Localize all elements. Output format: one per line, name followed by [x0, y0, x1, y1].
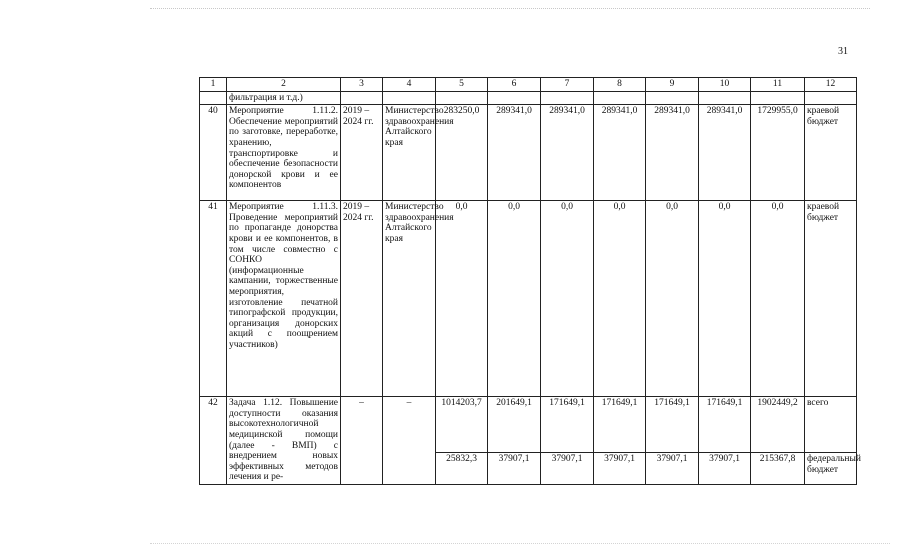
- value-cell: 0,0: [436, 201, 488, 397]
- table-row: [200, 397, 857, 453]
- value-cell: 0,0: [751, 201, 805, 397]
- value-cell: 201649,1: [488, 397, 541, 453]
- value-cell: 171649,1: [594, 397, 646, 453]
- value-cell: 215367,8: [751, 453, 805, 485]
- continuation-row: [200, 91, 857, 105]
- row-number: 41: [200, 201, 227, 397]
- funding-source: всего: [805, 397, 857, 453]
- value-cell: 1014203,7: [436, 397, 488, 453]
- scan-artifact-top: [150, 8, 870, 9]
- funding-source: федеральный бюджет: [805, 453, 857, 485]
- header-row: [200, 78, 857, 92]
- value-cell: 283250,0: [436, 105, 488, 201]
- value-cell: 25832,3: [436, 453, 488, 485]
- activity-name: Мероприятие 1.11.3. Проведение мероприятий по пропаганде донорства крови и ее компонентов, в том числе совместно с СОНКО (информационные кампании, торжественные мероприятия, изготовление печатной типографской продукции, организация донорских акций с поощрением участников): [227, 201, 341, 397]
- activity-name: Мероприятие 1.11.2. Обеспечение мероприятий по заготовке, переработке, хранению, транспортировке и обеспечение безопасности донорской крови и ее компонентов: [227, 105, 341, 201]
- continuation-text: фильтрация и т.д.): [227, 91, 341, 105]
- years-cell: 2019 – 2024 гг.: [341, 201, 383, 397]
- row-number: 40: [200, 105, 227, 201]
- header-cell: 12: [805, 78, 857, 92]
- header-cell: 4: [383, 78, 436, 92]
- value-cell: 289341,0: [488, 105, 541, 201]
- header-cell: 1: [200, 78, 227, 92]
- header-cell: 11: [751, 78, 805, 92]
- funding-source: краевой бюджет: [805, 201, 857, 397]
- value-cell: 171649,1: [541, 397, 594, 453]
- header-cell: 6: [488, 78, 541, 92]
- executor-cell: Министерство здравоохранения Алтайского края: [383, 105, 436, 201]
- budget-table: [199, 77, 861, 485]
- value-cell: 1729955,0: [751, 105, 805, 201]
- value-cell: 171649,1: [699, 397, 751, 453]
- value-cell: 289341,0: [541, 105, 594, 201]
- table-row: [200, 201, 857, 397]
- funding-source: краевой бюджет: [805, 105, 857, 201]
- header-cell: 8: [594, 78, 646, 92]
- value-cell: 0,0: [594, 201, 646, 397]
- page-number: 31: [838, 46, 848, 57]
- header-cell: 10: [699, 78, 751, 92]
- executor-cell: Министерство здравоохранения Алтайского края: [383, 201, 436, 397]
- row-number: 42: [200, 397, 227, 485]
- value-cell: 37907,1: [594, 453, 646, 485]
- executor-cell: –: [383, 397, 436, 485]
- scan-artifact-bottom: [150, 543, 890, 544]
- value-cell: 37907,1: [488, 453, 541, 485]
- value-cell: 0,0: [541, 201, 594, 397]
- header-cell: 3: [341, 78, 383, 92]
- value-cell: 1902449,2: [751, 397, 805, 453]
- years-cell: 2019 – 2024 гг.: [341, 105, 383, 201]
- table-row: [200, 105, 857, 201]
- value-cell: 37907,1: [541, 453, 594, 485]
- years-cell: –: [341, 397, 383, 485]
- header-cell: 7: [541, 78, 594, 92]
- header-cell: 5: [436, 78, 488, 92]
- value-cell: 0,0: [488, 201, 541, 397]
- header-cell: 9: [646, 78, 699, 92]
- value-cell: 0,0: [699, 201, 751, 397]
- value-cell: 37907,1: [699, 453, 751, 485]
- value-cell: 0,0: [646, 201, 699, 397]
- value-cell: 289341,0: [646, 105, 699, 201]
- value-cell: 171649,1: [646, 397, 699, 453]
- value-cell: 289341,0: [699, 105, 751, 201]
- task-name: Задача 1.12. Повышение доступности оказания высокотехнологичной медицинской помощи (далее - ВМП) с внедрением новых эффективных методов лечения и ре-: [227, 397, 341, 485]
- header-cell: 2: [227, 78, 341, 92]
- value-cell: 289341,0: [594, 105, 646, 201]
- value-cell: 37907,1: [646, 453, 699, 485]
